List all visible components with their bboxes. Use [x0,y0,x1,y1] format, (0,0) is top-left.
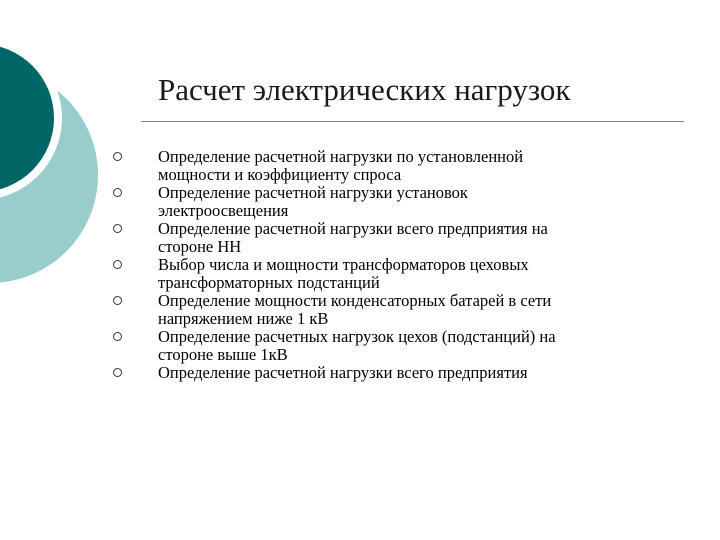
list-item [0,328,678,364]
bullet-list [0,148,678,382]
list-item-line: напряжением ниже 1 кВ [158,309,329,328]
hollow-circle-bullet-icon [113,224,122,233]
list-item-line: стороне НН [158,237,242,256]
hollow-circle-bullet-icon [113,368,122,377]
list-item [0,184,678,220]
list-item-line: трансформаторных подстанций [158,273,380,292]
hollow-circle-bullet-icon [113,332,122,341]
list-item-line: электроосвещения [158,201,289,220]
list-item-line: Определение мощности конденсаторных батарей в сети [158,291,552,310]
list-item [0,148,678,184]
slide-title: Расчет электрических нагрузок [158,72,571,107]
list-item-line: Определение расчетной нагрузки по установленной [158,147,524,166]
list-item-line: Определение расчетной нагрузки установок [158,183,468,202]
hollow-circle-bullet-icon [113,188,122,197]
hollow-circle-bullet-icon [113,152,122,161]
title-divider [141,121,684,122]
list-item-line: мощности и коэффициенту спроса [158,165,402,184]
list-item [0,292,678,328]
hollow-circle-bullet-icon [113,260,122,269]
list-item-line: Определение расчетной нагрузки всего предприятия на [158,219,548,238]
list-item [0,256,678,292]
hollow-circle-bullet-icon [113,296,122,305]
list-item-line: Выбор числа и мощности трансформаторов цеховых [158,255,529,274]
list-item-line: Определение расчетных нагрузок цехов (подстанций) на [158,327,556,346]
list-item [0,220,678,256]
list-item-line: стороне выше 1кВ [158,345,288,364]
list-item [0,364,678,382]
list-item-line: Определение расчетной нагрузки всего предприятия [158,363,528,382]
